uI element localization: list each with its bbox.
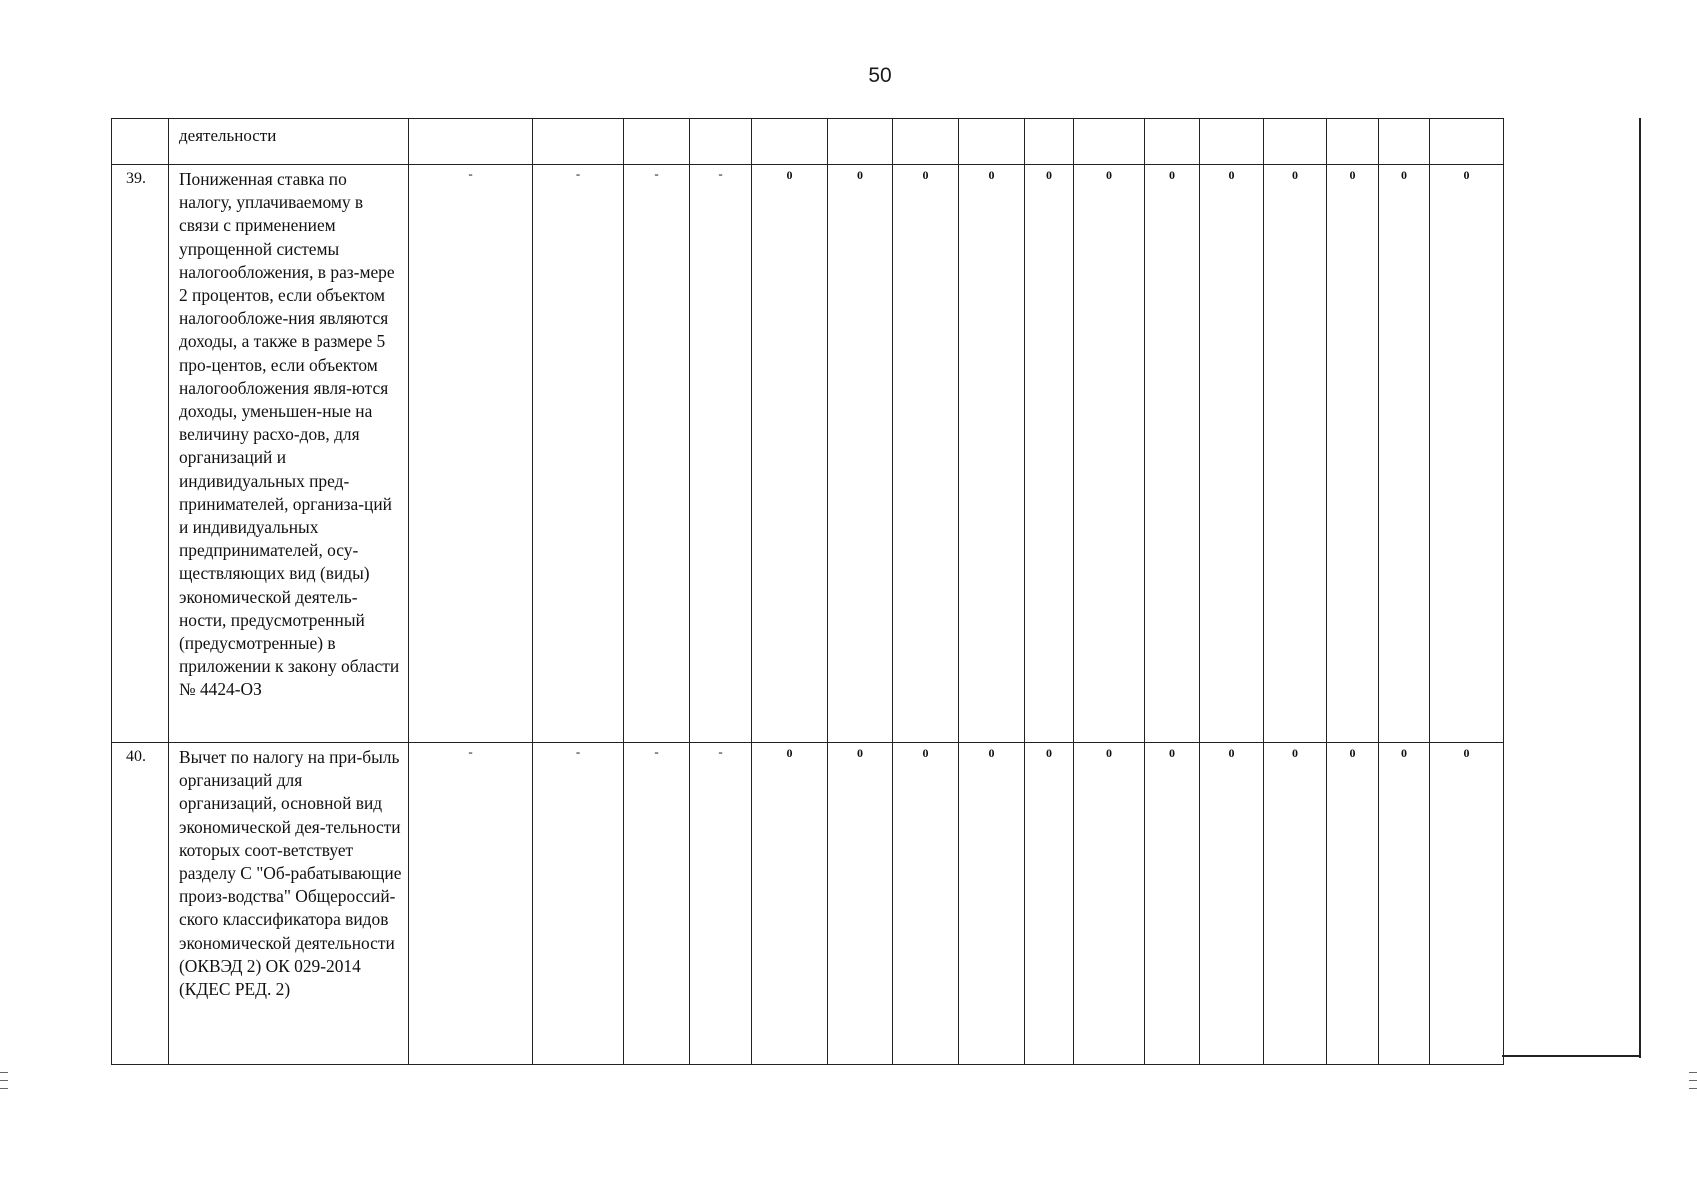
table-cell [828, 119, 893, 165]
table-cell [1145, 119, 1200, 165]
table-cell: - [690, 165, 752, 743]
table-cell [1264, 119, 1327, 165]
table-cell: 0 [752, 165, 828, 743]
table-cell: 0 [1430, 165, 1504, 743]
table-cell: 0 [1264, 743, 1327, 1065]
table-cell: 0 [1264, 165, 1327, 743]
table-cell: 0 [1074, 165, 1145, 743]
scan-edge-mark [0, 1088, 8, 1089]
table-cell: 0 [1200, 165, 1264, 743]
table-cell: 0 [1145, 165, 1200, 743]
table-cell: 0 [1145, 743, 1200, 1065]
table-cell: 0 [1200, 743, 1264, 1065]
scan-edge-mark [1689, 1080, 1697, 1081]
table-cell: 0 [1379, 165, 1430, 743]
table-cell [533, 119, 624, 165]
table-cell: 0 [1074, 743, 1145, 1065]
table-cell [1430, 119, 1504, 165]
table-cell: - [624, 165, 690, 743]
row-description: Пониженная ставка по налогу, уплачиваемому в связи с применением упрощенной системы налогообложения, в раз-мере 2 процентов, если объектом налогообложе-ния являются доходы, а также в размере 5 про-центов, если объектом налогообложения явля-ются доходы, уменьшен-ные на величину расхо-дов, для организаций и индивидуальных пред-принимателей, организа-ций и индивидуальных предпринимателей, осу-ществляющих вид (виды) экономической деятель-ности, предусмотренный (предусмотренные) в приложении к закону области № 4424-ОЗ [169, 165, 409, 743]
row-description: Вычет по налогу на при-быль организаций для организаций, основной вид экономической дея-тельности которых соот-ветствует разделу С "Об-рабатывающие произ-водства" Общероссий-ского классификатора видов экономической деятельности (ОКВЭД 2) ОК 029-2014 (КДЕС РЕД. 2) [169, 743, 409, 1065]
table-cell: - [690, 743, 752, 1065]
row-number: 40. [112, 743, 169, 1065]
table-cell [893, 119, 959, 165]
scan-edge-mark [1689, 1088, 1697, 1089]
table-cell: 0 [1430, 743, 1504, 1065]
bottom-border-extension [1502, 1055, 1641, 1057]
table-cell [1074, 119, 1145, 165]
scan-edge-mark [0, 1080, 8, 1081]
tax-expenditure-table [111, 118, 1504, 1065]
table-cell [1379, 119, 1430, 165]
table-cell [624, 119, 690, 165]
table-cell: 0 [1327, 743, 1379, 1065]
table-cell: - [533, 165, 624, 743]
row-number-cell [112, 119, 169, 165]
table-row-39 [112, 165, 1504, 743]
scan-edge-mark [0, 1072, 8, 1073]
table-cell: - [409, 165, 533, 743]
table-cell: 0 [893, 165, 959, 743]
table-cell: 0 [1025, 165, 1074, 743]
page-number: 50 [868, 64, 892, 87]
table-cell: 0 [1025, 743, 1074, 1065]
table-cell: 0 [752, 743, 828, 1065]
table-cell: 0 [1379, 743, 1430, 1065]
table-cell: 0 [828, 743, 893, 1065]
table-row-40 [112, 743, 1504, 1065]
table-cell: 0 [893, 743, 959, 1065]
table-cell: 0 [959, 743, 1025, 1065]
table-row-continuation [112, 119, 1504, 165]
table-cell: 0 [1327, 165, 1379, 743]
table-cell [959, 119, 1025, 165]
table-cell [752, 119, 828, 165]
table-cell: - [533, 743, 624, 1065]
table-cell: - [409, 743, 533, 1065]
table-cell [690, 119, 752, 165]
table-cell [1200, 119, 1264, 165]
table-cell [1025, 119, 1074, 165]
table-cell: - [624, 743, 690, 1065]
right-border-line [1639, 118, 1641, 1058]
table-cell [409, 119, 533, 165]
scan-edge-mark [1689, 1072, 1697, 1073]
table-cell [1327, 119, 1379, 165]
table-cell: 0 [959, 165, 1025, 743]
row-description: деятельности [169, 119, 409, 165]
table-cell: 0 [828, 165, 893, 743]
row-number: 39. [112, 165, 169, 743]
